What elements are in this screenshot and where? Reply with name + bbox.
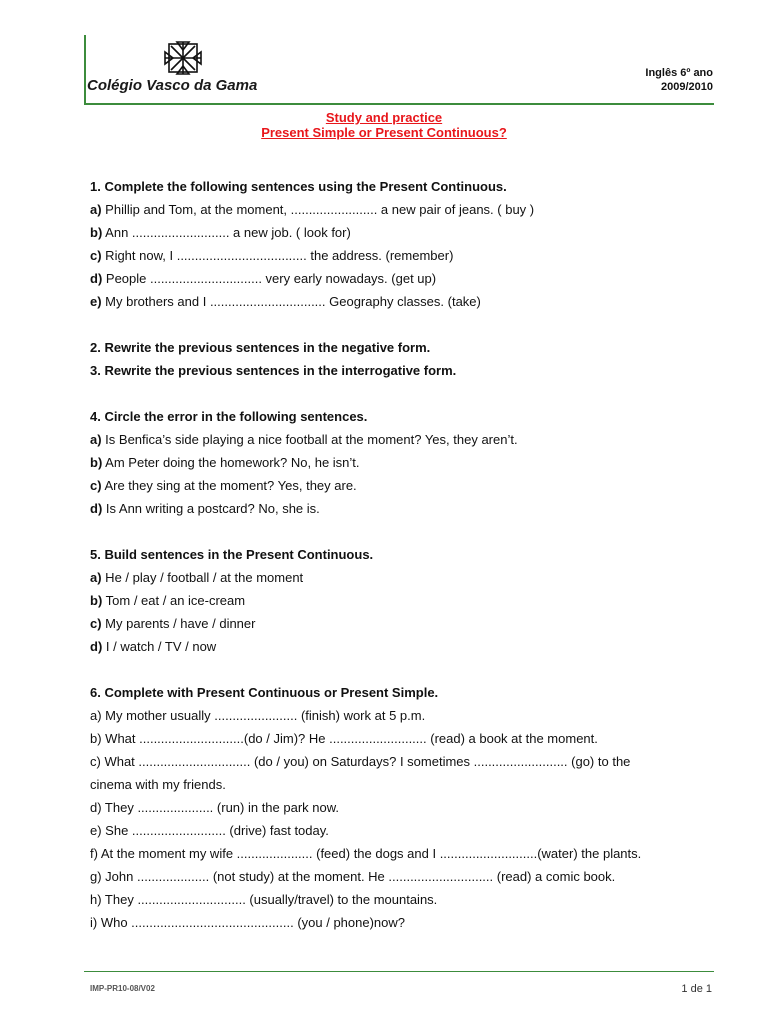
exercise-5-item [90, 566, 710, 589]
item-text: My brothers and I ................................ Geography classes. (take) [101, 294, 481, 309]
exercise-5-heading: 5. Build sentences in the Present Continuous. [90, 547, 374, 562]
item-label: b) [90, 455, 103, 470]
item-text: My parents / have / dinner [101, 616, 256, 631]
exercise-4-item [90, 474, 710, 497]
item-text: He / play / football / at the moment [101, 570, 304, 585]
course-subject: Inglês 6º ano [645, 67, 713, 79]
item-label: a) [90, 432, 102, 447]
exercise-5-item [90, 589, 710, 612]
item-label: b) [90, 225, 103, 240]
item-text: Is Ann writing a postcard? No, she is. [102, 501, 320, 516]
exercise-1-item [90, 198, 710, 221]
item-text: Am Peter doing the homework? No, he isn’t. [102, 455, 360, 470]
header-rule-vertical [84, 35, 86, 105]
item-label: c) [90, 478, 102, 493]
exercise-5-item [90, 612, 710, 635]
spacer [90, 658, 710, 681]
course-year: 2009/2010 [661, 81, 713, 93]
exercise-4-item [90, 428, 710, 451]
footer-rule [84, 971, 714, 972]
exercise-6-item: i) Who ............................................. (you / phone)now? [90, 915, 405, 930]
document-code: IMP-PR10-08/V02 [90, 984, 155, 993]
item-text: Tom / eat / an ice-cream [102, 593, 246, 608]
worksheet-content [90, 175, 710, 934]
exercise-6-item: a) My mother usually ....................... (finish) work at 5 p.m. [90, 708, 426, 723]
spacer [90, 520, 710, 543]
exercise-1-item [90, 221, 710, 244]
item-label: d) [90, 639, 103, 654]
item-text: Right now, I .................................... the address. (remember) [101, 248, 454, 263]
exercise-6-item: e) She .......................... (drive) fast today. [90, 823, 329, 838]
exercise-6-item: g) John .................... (not study) at the moment. He ............................. (read) a comic book. [90, 869, 616, 884]
spacer [90, 313, 710, 336]
item-label: a) [90, 570, 102, 585]
exercise-5-item [90, 635, 710, 658]
exercise-6-item: cinema with my friends. [90, 777, 226, 792]
item-label: a) [90, 202, 102, 217]
exercise-6-heading: 6. Complete with Present Continuous or Present Simple. [90, 685, 439, 700]
exercise-1-item [90, 290, 710, 313]
item-label: c) [90, 616, 102, 631]
exercise-6-item: d) They ..................... (run) in the park now. [90, 800, 340, 815]
item-text: Is Benfica’s side playing a nice football at the moment? Yes, they aren’t. [101, 432, 518, 447]
exercise-4-item [90, 497, 710, 520]
exercise-4-item [90, 451, 710, 474]
item-label: e) [90, 294, 102, 309]
item-label: d) [90, 501, 103, 516]
exercise-6-item: c) What ............................... (do / you) on Saturdays? I sometimes .......................... (go) to the [90, 754, 631, 769]
header-rule-horizontal [84, 103, 714, 105]
exercise-3-heading: 3. Rewrite the previous sentences in the interrogative form. [90, 363, 457, 378]
worksheet-title: Study and practice [325, 110, 443, 125]
page-number: 1 de 1 [681, 983, 712, 995]
exercise-6-item: f) At the moment my wife ..................... (feed) the dogs and I ...........................(water) the plants. [90, 846, 642, 861]
school-crest-logo [163, 40, 203, 76]
exercise-6-item: h) They .............................. (usually/travel) to the mountains. [90, 892, 438, 907]
item-label: b) [90, 593, 103, 608]
exercise-1-heading: 1. Complete the following sentences using the Present Continuous. [90, 179, 507, 194]
course-info [645, 66, 713, 94]
item-text: Are they sing at the moment? Yes, they are. [101, 478, 357, 493]
exercise-2-heading: 2. Rewrite the previous sentences in the negative form. [90, 340, 431, 355]
exercise-6-item: b) What .............................(do / Jim)? He ........................... (read) a book at the moment. [90, 731, 598, 746]
item-text: People ............................... very early nowadays. (get up) [102, 271, 437, 286]
exercise-1-item [90, 244, 710, 267]
spacer [90, 382, 710, 405]
item-label: d) [90, 271, 103, 286]
item-label: c) [90, 248, 102, 263]
worksheet-subtitle: Present Simple or Present Continuous? [261, 125, 507, 140]
item-text: I / watch / TV / now [102, 639, 217, 654]
school-name: Colégio Vasco da Gama [87, 77, 258, 94]
exercise-4-heading: 4. Circle the error in the following sentences. [90, 409, 368, 424]
exercise-1-item [90, 267, 710, 290]
item-text: Ann ........................... a new job. ( look for) [102, 225, 351, 240]
item-text: Phillip and Tom, at the moment, ........................ a new pair of jeans. ( buy ) [101, 202, 535, 217]
